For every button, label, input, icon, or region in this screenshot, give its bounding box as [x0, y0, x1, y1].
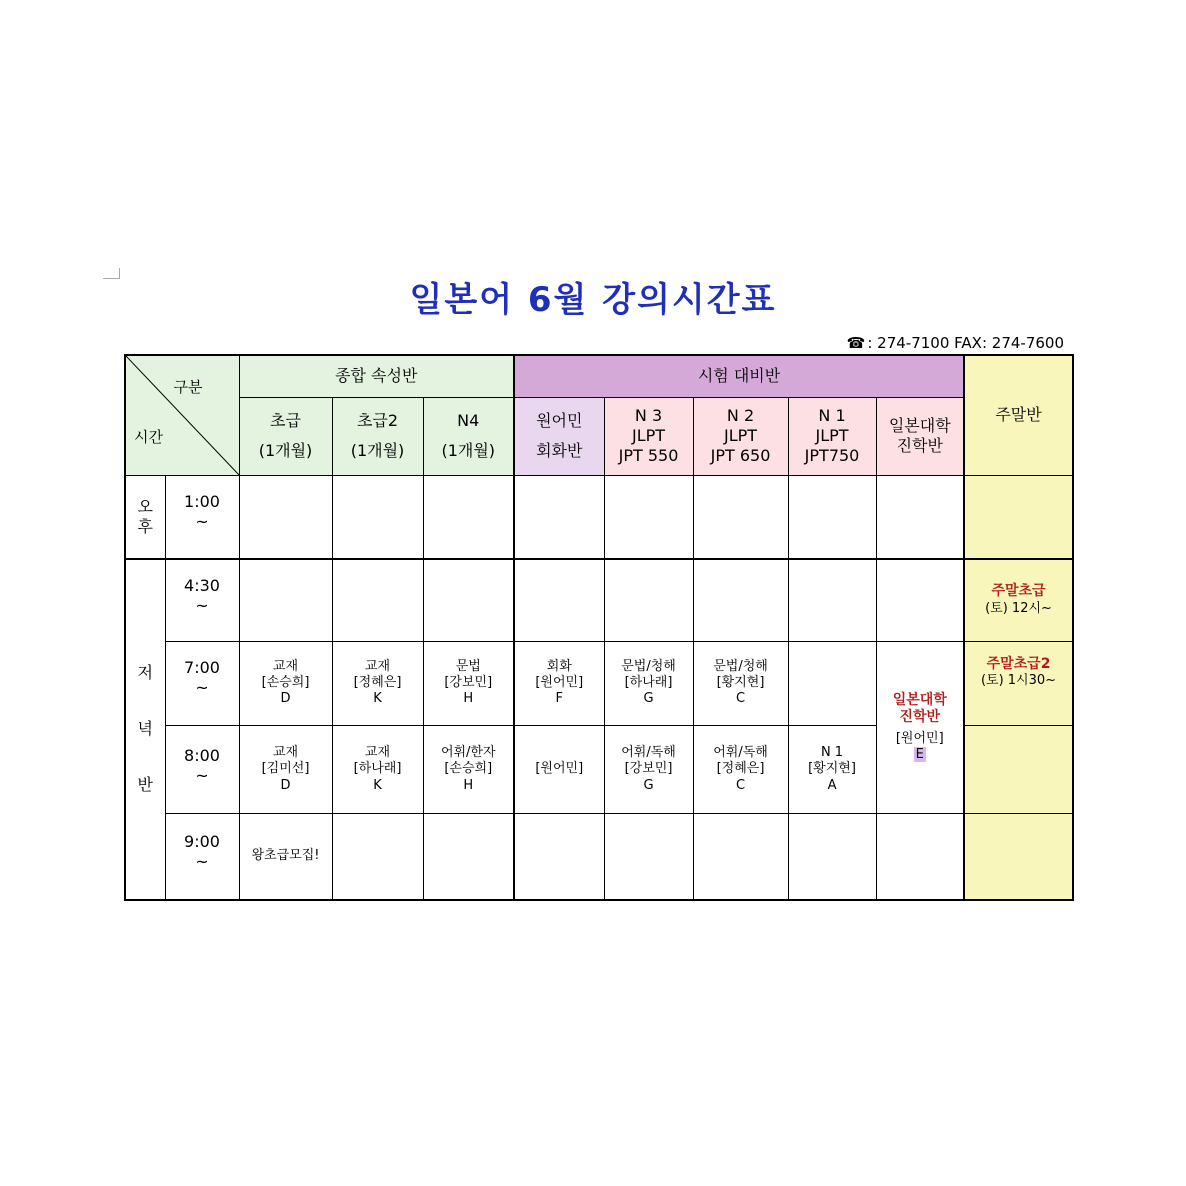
cell-800-beginner2: 교재 [하나래] K	[332, 725, 423, 813]
cell-100-n1	[788, 475, 876, 558]
contact-text: : 274-7100 FAX: 274-7600	[867, 334, 1064, 352]
phone-icon: ☎	[846, 334, 866, 352]
cell-700-beginner: 교재 [손승희] D	[239, 641, 332, 725]
col-header-beginner2: 초급2 (1개월)	[332, 397, 423, 475]
cell-800-weekend	[964, 725, 1073, 813]
timetable	[124, 354, 1074, 901]
cell-430-beginner2	[332, 559, 423, 641]
cell-430-n2	[693, 559, 788, 641]
corner-label-time: 시간	[134, 428, 163, 447]
time-900: 9:00 ~	[165, 814, 239, 900]
cell-700-n2: 문법/청해 [황지현] C	[693, 641, 788, 725]
weekend-header: 주말반	[964, 355, 1073, 475]
cell-700-n4: 문법 [강보민] H	[423, 641, 514, 725]
cell-100-n3	[604, 475, 693, 558]
cell-800-n2: 어휘/독해 [정혜은] C	[693, 725, 788, 813]
col-header-native: 원어민 회화반	[514, 397, 604, 475]
time-800: 8:00 ~	[165, 725, 239, 813]
cell-100-n4	[423, 475, 514, 558]
cell-100-university	[876, 475, 964, 558]
cell-430-n1	[788, 559, 876, 641]
cell-900-n2	[693, 814, 788, 900]
col-header-beginner: 초급 (1개월)	[239, 397, 332, 475]
cell-100-weekend	[964, 475, 1073, 558]
cell-800-native: [원어민]	[514, 725, 604, 813]
time-100: 1:00 ~	[165, 475, 239, 558]
cell-430-native	[514, 559, 604, 641]
cell-800-beginner: 교재 [김미선] D	[239, 725, 332, 813]
cell-700-beginner2: 교재 [정혜은] K	[332, 641, 423, 725]
col-header-university: 일본대학 진학반	[876, 397, 964, 475]
cell-university: 일본대학 진학반 [원어민] E	[876, 641, 964, 814]
cell-900-beginner2	[332, 814, 423, 900]
col-header-n1: N 1 JLPT JPT750	[788, 397, 876, 475]
cell-900-university	[876, 814, 964, 900]
period-afternoon: 오 후	[125, 475, 165, 558]
cell-430-n4	[423, 559, 514, 641]
group-exam-header: 시험 대비반	[514, 355, 964, 397]
cell-100-beginner2	[332, 475, 423, 558]
code-badge: E	[915, 746, 924, 762]
corner-header	[125, 355, 239, 475]
group-general-header: 종합 속성반	[239, 355, 514, 397]
col-header-n2: N 2 JLPT JPT 650	[693, 397, 788, 475]
cell-700-n3: 문법/청해 [하나래] G	[604, 641, 693, 725]
col-header-n3: N 3 JLPT JPT 550	[604, 397, 693, 475]
cell-100-native	[514, 475, 604, 558]
cell-900-n1	[788, 814, 876, 900]
time-430: 4:30 ~	[165, 559, 239, 641]
cell-430-beginner	[239, 559, 332, 641]
time-700: 7:00 ~	[165, 641, 239, 725]
cell-800-n1: N 1 [황지현] A	[788, 725, 876, 813]
contact-info	[847, 334, 1064, 352]
cell-weekend-beginner2: 주말초급2 (토) 1시30~	[964, 641, 1073, 725]
cell-430-university	[876, 559, 964, 641]
cell-900-n4	[423, 814, 514, 900]
cell-800-n3: 어휘/독해 [강보민] G	[604, 725, 693, 813]
cell-100-beginner	[239, 475, 332, 558]
cell-900-native	[514, 814, 604, 900]
cell-700-native: 회화 [원어민] F	[514, 641, 604, 725]
cell-900-n3	[604, 814, 693, 900]
cell-800-n4: 어휘/한자 [손승희] H	[423, 725, 514, 813]
cell-weekend-beginner: 주말초급 (토) 12시~	[964, 559, 1073, 641]
cell-430-n3	[604, 559, 693, 641]
cell-900-beginner: 왕초급모집!	[239, 814, 332, 900]
corner-diagonal	[126, 356, 240, 476]
period-evening: 저 녁 반	[125, 559, 165, 900]
page-title: 일본어 6월 강의시간표	[409, 280, 777, 320]
col-header-n4: N4 (1개월)	[423, 397, 514, 475]
cell-900-weekend	[964, 814, 1073, 900]
corner-label-category: 구분	[173, 378, 203, 396]
cell-100-n2	[693, 475, 788, 558]
cell-700-n1	[788, 641, 876, 725]
